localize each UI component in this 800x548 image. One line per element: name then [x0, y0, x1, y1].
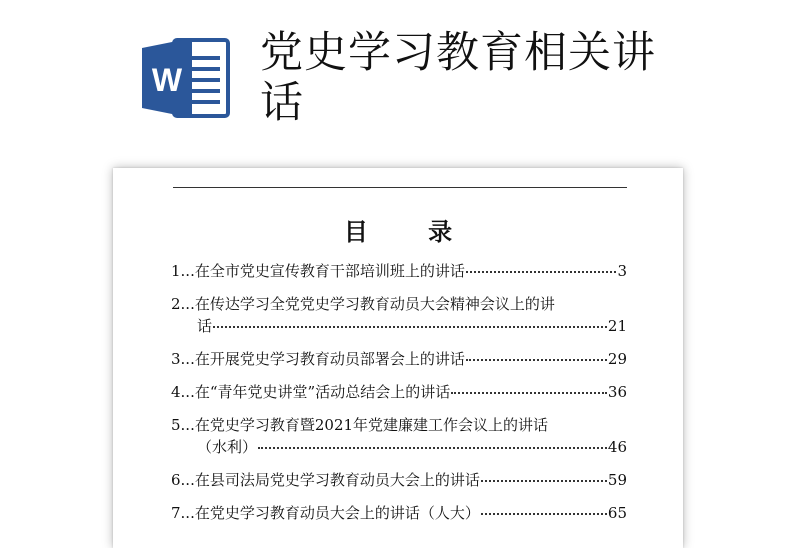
- toc-leader-dots: [466, 271, 617, 273]
- toc-entry-title: 在全市党史宣传教育干部培训班上的讲话: [194, 262, 465, 280]
- toc-heading: 目 录: [343, 217, 479, 246]
- word-document-icon: [138, 34, 234, 122]
- toc-entry-title: （水利）: [197, 438, 258, 456]
- toc-page-number: 65: [607, 504, 627, 522]
- toc-page-number: 46: [607, 438, 627, 456]
- toc-entry[interactable]: [171, 348, 627, 370]
- toc-entry-title: 在传达学习全党党史学习教育动员大会精神会议上的讲: [194, 295, 555, 313]
- toc-entry-title: 在开展党史学习教育动员部署会上的讲话: [194, 350, 465, 368]
- toc-entry[interactable]: [171, 469, 627, 491]
- toc-entry[interactable]: [171, 502, 627, 524]
- toc-entry[interactable]: [171, 260, 627, 282]
- toc-entry-number: 6...: [171, 471, 195, 489]
- toc-page-number: 36: [607, 383, 627, 401]
- toc-entry-title: 在党史学习教育动员大会上的讲话（人大）: [194, 504, 480, 522]
- document-title: 党史学习教育相关讲话: [260, 28, 656, 128]
- toc-leader-dots: [258, 447, 607, 449]
- toc-leader-dots: [481, 480, 607, 482]
- document-page: [113, 168, 683, 548]
- toc-entry-title: 在县司法局党史学习教育动员大会上的讲话: [194, 471, 480, 489]
- toc-page-number: 59: [607, 471, 627, 489]
- toc-entry-number: 1...: [171, 262, 195, 280]
- word-letter: W: [151, 62, 183, 98]
- toc-page-number: 3: [617, 262, 627, 280]
- toc-entry-number: 7...: [171, 504, 195, 522]
- toc-leader-dots: [213, 326, 607, 328]
- header-rule: [173, 187, 627, 188]
- toc-entry-number: 5...: [171, 416, 195, 434]
- toc-entry-number: 2...: [171, 295, 195, 313]
- table-of-contents: [171, 260, 627, 535]
- toc-entry[interactable]: [171, 414, 627, 458]
- toc-page-number: 21: [607, 317, 627, 335]
- toc-entry-title: 在“青年党史讲堂”活动总结会上的讲话: [194, 383, 451, 401]
- toc-leader-dots: [466, 359, 607, 361]
- toc-entry[interactable]: [171, 381, 627, 403]
- toc-entry-title: 在党史学习教育暨2021年党建廉建工作会议上的讲话: [194, 416, 549, 434]
- toc-leader-dots: [481, 513, 607, 515]
- toc-entry-number: 3...: [171, 350, 195, 368]
- header: [0, 0, 800, 150]
- toc-entry-number: 4...: [171, 383, 195, 401]
- toc-entry[interactable]: [171, 293, 627, 337]
- toc-entry-title: 话: [197, 317, 213, 335]
- toc-page-number: 29: [607, 350, 627, 368]
- toc-leader-dots: [451, 392, 607, 394]
